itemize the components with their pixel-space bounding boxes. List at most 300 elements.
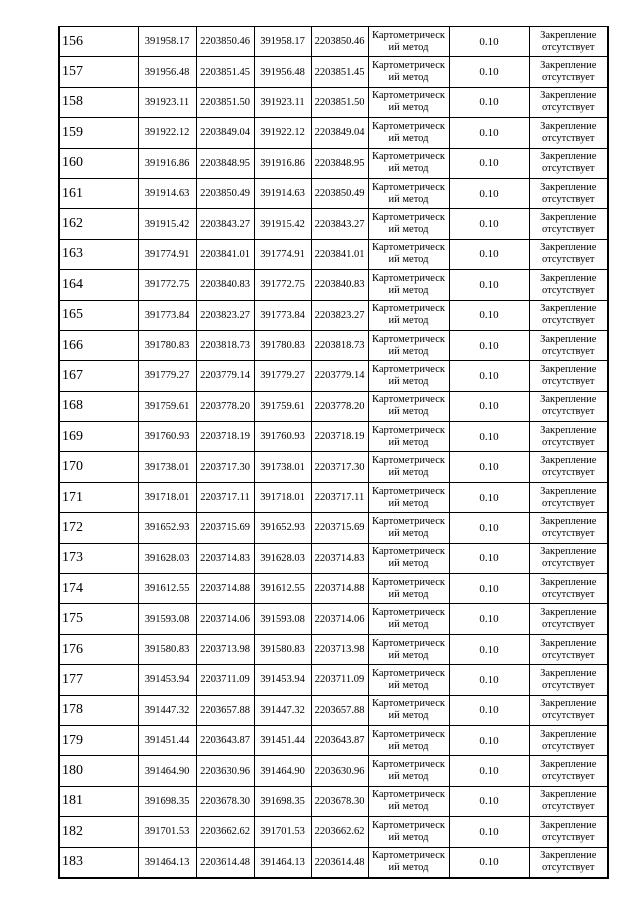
method-cell-line: Картометрическ bbox=[372, 850, 445, 862]
point-number: 180 bbox=[59, 756, 138, 786]
coord-x-new: 391772.75 bbox=[254, 270, 311, 300]
fixation-cell-line: отсутствует bbox=[541, 558, 595, 570]
coord-y-new: 2203840.83 bbox=[311, 270, 368, 300]
point-number: 166 bbox=[59, 330, 138, 360]
coord-x-new: 391451.44 bbox=[254, 725, 311, 755]
coord-y-new: 2203778.20 bbox=[311, 391, 368, 421]
method-cell-line: Картометрическ bbox=[372, 272, 445, 284]
method-cell-line: Картометрическ bbox=[372, 120, 445, 132]
coord-x-new: 391628.03 bbox=[254, 543, 311, 573]
coord-y-new: 2203714.83 bbox=[311, 543, 368, 573]
coord-x-existing: 391453.94 bbox=[138, 665, 196, 695]
coord-x-new: 391779.27 bbox=[254, 361, 311, 391]
fixation-cell bbox=[529, 695, 608, 725]
method-cell-line: ий метод bbox=[388, 254, 429, 266]
method-cell-line: Картометрическ bbox=[372, 242, 445, 254]
fixation-cell-line: отсутствует bbox=[541, 588, 595, 600]
coord-y-existing: 2203818.73 bbox=[196, 330, 254, 360]
coord-x-existing: 391464.13 bbox=[138, 847, 196, 878]
fixation-cell-line: отсутствует bbox=[541, 102, 595, 114]
coord-x-new: 391760.93 bbox=[254, 422, 311, 452]
method-cell-line: ий метод bbox=[388, 284, 429, 296]
coord-x-existing: 391447.32 bbox=[138, 695, 196, 725]
method-cell-line: Картометрическ bbox=[372, 363, 445, 375]
coord-y-existing: 2203614.48 bbox=[196, 847, 254, 878]
coord-x-existing: 391923.11 bbox=[138, 87, 196, 117]
precision-cell: 0.10 bbox=[449, 543, 529, 573]
coord-x-new: 391447.32 bbox=[254, 695, 311, 725]
table-row bbox=[59, 239, 608, 269]
method-cell-line: ий метод bbox=[388, 588, 429, 600]
coord-y-existing: 2203662.62 bbox=[196, 817, 254, 847]
precision-cell: 0.10 bbox=[449, 786, 529, 816]
method-cell bbox=[368, 361, 449, 391]
method-cell bbox=[368, 118, 449, 148]
fixation-cell-line: Закрепление bbox=[540, 759, 597, 771]
coord-x-existing: 391718.01 bbox=[138, 482, 196, 512]
method-cell-line: Картометрическ bbox=[372, 546, 445, 558]
method-cell-line: ий метод bbox=[388, 497, 429, 509]
fixation-cell-line: отсутствует bbox=[541, 254, 595, 266]
method-cell-line: Картометрическ bbox=[372, 90, 445, 102]
fixation-cell-line: Закрепление bbox=[540, 424, 597, 436]
fixation-cell-line: отсутствует bbox=[541, 284, 595, 296]
coord-y-new: 2203678.30 bbox=[311, 786, 368, 816]
method-cell bbox=[368, 543, 449, 573]
method-cell-line: Картометрическ bbox=[372, 667, 445, 679]
coord-x-new: 391580.83 bbox=[254, 634, 311, 664]
coord-x-new: 391916.86 bbox=[254, 148, 311, 178]
coord-x-new: 391923.11 bbox=[254, 87, 311, 117]
method-cell bbox=[368, 148, 449, 178]
method-cell-line: Картометрическ bbox=[372, 151, 445, 163]
table-row bbox=[59, 330, 608, 360]
precision-cell: 0.10 bbox=[449, 330, 529, 360]
point-number: 179 bbox=[59, 725, 138, 755]
method-cell-line: Картометрическ bbox=[372, 728, 445, 740]
fixation-cell-line: отсутствует bbox=[541, 345, 595, 357]
coord-y-existing: 2203657.88 bbox=[196, 695, 254, 725]
precision-cell: 0.10 bbox=[449, 634, 529, 664]
method-cell-line: Картометрическ bbox=[372, 394, 445, 406]
method-cell bbox=[368, 57, 449, 87]
method-cell bbox=[368, 695, 449, 725]
method-cell bbox=[368, 178, 449, 208]
coord-x-existing: 391956.48 bbox=[138, 57, 196, 87]
fixation-cell-line: отсутствует bbox=[541, 72, 595, 84]
method-cell-line: ий метод bbox=[388, 558, 429, 570]
fixation-cell-line: отсутствует bbox=[541, 224, 595, 236]
fixation-cell-line: Закрепление bbox=[540, 546, 597, 558]
precision-cell: 0.10 bbox=[449, 148, 529, 178]
fixation-cell bbox=[529, 178, 608, 208]
fixation-cell-line: Закрепление bbox=[540, 394, 597, 406]
method-cell bbox=[368, 270, 449, 300]
coord-y-existing: 2203851.45 bbox=[196, 57, 254, 87]
coord-y-existing: 2203630.96 bbox=[196, 756, 254, 786]
coord-y-new: 2203718.19 bbox=[311, 422, 368, 452]
coord-y-new: 2203713.98 bbox=[311, 634, 368, 664]
precision-cell: 0.10 bbox=[449, 665, 529, 695]
method-cell-line: Картометрическ bbox=[372, 789, 445, 801]
fixation-cell-line: отсутствует bbox=[541, 375, 595, 387]
fixation-cell-line: отсутствует bbox=[541, 193, 595, 205]
fixation-cell-line: отсутствует bbox=[541, 619, 595, 631]
fixation-cell-line: отсутствует bbox=[541, 710, 595, 722]
point-number: 156 bbox=[59, 27, 138, 57]
fixation-cell-line: отсутствует bbox=[541, 771, 595, 783]
precision-cell: 0.10 bbox=[449, 270, 529, 300]
method-cell-line: ий метод bbox=[388, 315, 429, 327]
coord-x-new: 391738.01 bbox=[254, 452, 311, 482]
fixation-cell bbox=[529, 452, 608, 482]
precision-cell: 0.10 bbox=[449, 756, 529, 786]
method-cell-line: Картометрическ bbox=[372, 181, 445, 193]
fixation-cell bbox=[529, 756, 608, 786]
coord-x-new: 391773.84 bbox=[254, 300, 311, 330]
coord-y-new: 2203850.46 bbox=[311, 27, 368, 57]
fixation-cell-line: Закрепление bbox=[540, 698, 597, 710]
fixation-cell-line: Закрепление bbox=[540, 242, 597, 254]
coord-x-existing: 391779.27 bbox=[138, 361, 196, 391]
method-cell-line: ий метод bbox=[388, 619, 429, 631]
fixation-cell-line: Закрепление bbox=[540, 789, 597, 801]
coord-y-new: 2203849.04 bbox=[311, 118, 368, 148]
table-row bbox=[59, 391, 608, 421]
fixation-cell bbox=[529, 148, 608, 178]
point-number: 158 bbox=[59, 87, 138, 117]
coord-y-new: 2203715.69 bbox=[311, 513, 368, 543]
coord-x-new: 391774.91 bbox=[254, 239, 311, 269]
method-cell-line: ий метод bbox=[388, 467, 429, 479]
fixation-cell-line: Закрепление bbox=[540, 455, 597, 467]
fixation-cell-line: отсутствует bbox=[541, 679, 595, 691]
method-cell bbox=[368, 300, 449, 330]
fixation-cell-line: отсутствует bbox=[541, 41, 595, 53]
point-number: 182 bbox=[59, 817, 138, 847]
fixation-cell bbox=[529, 27, 608, 57]
coord-x-new: 391718.01 bbox=[254, 482, 311, 512]
coord-y-new: 2203851.45 bbox=[311, 57, 368, 87]
table-row bbox=[59, 270, 608, 300]
fixation-cell bbox=[529, 209, 608, 239]
method-cell bbox=[368, 330, 449, 360]
coord-x-existing: 391612.55 bbox=[138, 574, 196, 604]
fixation-cell-line: отсутствует bbox=[541, 163, 595, 175]
method-cell-line: ий метод bbox=[388, 862, 429, 874]
coord-x-existing: 391780.83 bbox=[138, 330, 196, 360]
method-cell-line: ий метод bbox=[388, 527, 429, 539]
fixation-cell bbox=[529, 513, 608, 543]
method-cell-line: ий метод bbox=[388, 740, 429, 752]
fixation-cell bbox=[529, 665, 608, 695]
method-cell-line: ий метод bbox=[388, 41, 429, 53]
point-number: 178 bbox=[59, 695, 138, 725]
fixation-cell-line: Закрепление bbox=[540, 819, 597, 831]
coord-y-existing: 2203823.27 bbox=[196, 300, 254, 330]
coord-y-new: 2203714.88 bbox=[311, 574, 368, 604]
fixation-cell-line: Закрепление bbox=[540, 728, 597, 740]
table-row bbox=[59, 604, 608, 634]
precision-cell: 0.10 bbox=[449, 695, 529, 725]
coord-y-new: 2203643.87 bbox=[311, 725, 368, 755]
coord-x-new: 391464.13 bbox=[254, 847, 311, 878]
coord-x-new: 391956.48 bbox=[254, 57, 311, 87]
coord-x-new: 391915.42 bbox=[254, 209, 311, 239]
coord-y-new: 2203717.11 bbox=[311, 482, 368, 512]
fixation-cell-line: Закрепление bbox=[540, 515, 597, 527]
point-number: 162 bbox=[59, 209, 138, 239]
table-row bbox=[59, 665, 608, 695]
method-cell-line: Картометрическ bbox=[372, 29, 445, 41]
coord-y-new: 2203657.88 bbox=[311, 695, 368, 725]
table-row bbox=[59, 178, 608, 208]
method-cell-line: ий метод bbox=[388, 345, 429, 357]
point-number: 176 bbox=[59, 634, 138, 664]
coord-x-existing: 391738.01 bbox=[138, 452, 196, 482]
method-cell-line: ий метод bbox=[388, 375, 429, 387]
table-row bbox=[59, 27, 608, 57]
point-number: 183 bbox=[59, 847, 138, 878]
coord-y-existing: 2203717.30 bbox=[196, 452, 254, 482]
fixation-cell-line: Закрепление bbox=[540, 363, 597, 375]
method-cell bbox=[368, 209, 449, 239]
coord-x-existing: 391772.75 bbox=[138, 270, 196, 300]
coord-y-existing: 2203841.01 bbox=[196, 239, 254, 269]
method-cell-line: ий метод bbox=[388, 801, 429, 813]
fixation-cell bbox=[529, 543, 608, 573]
point-number: 167 bbox=[59, 361, 138, 391]
coord-x-existing: 391628.03 bbox=[138, 543, 196, 573]
fixation-cell bbox=[529, 847, 608, 878]
fixation-cell-line: Закрепление bbox=[540, 303, 597, 315]
coord-y-new: 2203841.01 bbox=[311, 239, 368, 269]
coord-x-existing: 391958.17 bbox=[138, 27, 196, 57]
coord-y-new: 2203779.14 bbox=[311, 361, 368, 391]
precision-cell: 0.10 bbox=[449, 422, 529, 452]
coord-y-new: 2203848.95 bbox=[311, 148, 368, 178]
coord-x-new: 391453.94 bbox=[254, 665, 311, 695]
fixation-cell-line: отсутствует bbox=[541, 801, 595, 813]
coord-y-existing: 2203714.88 bbox=[196, 574, 254, 604]
precision-cell: 0.10 bbox=[449, 178, 529, 208]
point-number: 170 bbox=[59, 452, 138, 482]
method-cell bbox=[368, 482, 449, 512]
fixation-cell-line: Закрепление bbox=[540, 212, 597, 224]
method-cell-line: ий метод bbox=[388, 679, 429, 691]
point-number: 174 bbox=[59, 574, 138, 604]
method-cell bbox=[368, 513, 449, 543]
coord-x-existing: 391773.84 bbox=[138, 300, 196, 330]
fixation-cell-line: Закрепление bbox=[540, 576, 597, 588]
coord-y-existing: 2203643.87 bbox=[196, 725, 254, 755]
method-cell bbox=[368, 725, 449, 755]
fixation-cell-line: Закрепление bbox=[540, 333, 597, 345]
coord-x-new: 391464.90 bbox=[254, 756, 311, 786]
table-row bbox=[59, 513, 608, 543]
fixation-cell bbox=[529, 482, 608, 512]
coord-y-existing: 2203778.20 bbox=[196, 391, 254, 421]
precision-cell: 0.10 bbox=[449, 57, 529, 87]
table-row bbox=[59, 574, 608, 604]
table-row bbox=[59, 756, 608, 786]
coord-y-existing: 2203843.27 bbox=[196, 209, 254, 239]
table-row bbox=[59, 725, 608, 755]
fixation-cell-line: Закрепление bbox=[540, 90, 597, 102]
fixation-cell-line: отсутствует bbox=[541, 862, 595, 874]
point-number: 159 bbox=[59, 118, 138, 148]
fixation-cell-line: отсутствует bbox=[541, 467, 595, 479]
method-cell-line: Картометрическ bbox=[372, 212, 445, 224]
coord-x-new: 391593.08 bbox=[254, 604, 311, 634]
coord-x-existing: 391593.08 bbox=[138, 604, 196, 634]
method-cell-line: ий метод bbox=[388, 72, 429, 84]
fixation-cell-line: Закрепление bbox=[540, 29, 597, 41]
table-row bbox=[59, 209, 608, 239]
fixation-cell-line: отсутствует bbox=[541, 497, 595, 509]
coord-x-new: 391958.17 bbox=[254, 27, 311, 57]
fixation-cell-line: Закрепление bbox=[540, 607, 597, 619]
precision-cell: 0.10 bbox=[449, 27, 529, 57]
coord-y-new: 2203662.62 bbox=[311, 817, 368, 847]
coord-y-existing: 2203840.83 bbox=[196, 270, 254, 300]
method-cell-line: Картометрическ bbox=[372, 333, 445, 345]
fixation-cell bbox=[529, 57, 608, 87]
fixation-cell-line: отсутствует bbox=[541, 406, 595, 418]
coord-y-new: 2203714.06 bbox=[311, 604, 368, 634]
fixation-cell-line: Закрепление bbox=[540, 637, 597, 649]
method-cell-line: ий метод bbox=[388, 224, 429, 236]
method-cell-line: Картометрическ bbox=[372, 424, 445, 436]
point-number: 169 bbox=[59, 422, 138, 452]
coord-x-new: 391780.83 bbox=[254, 330, 311, 360]
precision-cell: 0.10 bbox=[449, 847, 529, 878]
coord-x-existing: 391760.93 bbox=[138, 422, 196, 452]
fixation-cell bbox=[529, 604, 608, 634]
precision-cell: 0.10 bbox=[449, 574, 529, 604]
coord-y-existing: 2203715.69 bbox=[196, 513, 254, 543]
coord-y-existing: 2203717.11 bbox=[196, 482, 254, 512]
method-cell bbox=[368, 239, 449, 269]
coord-x-new: 391652.93 bbox=[254, 513, 311, 543]
fixation-cell-line: отсутствует bbox=[541, 436, 595, 448]
fixation-cell bbox=[529, 634, 608, 664]
precision-cell: 0.10 bbox=[449, 361, 529, 391]
fixation-cell bbox=[529, 574, 608, 604]
fixation-cell-line: отсутствует bbox=[541, 132, 595, 144]
fixation-cell-line: Закрепление bbox=[540, 272, 597, 284]
coord-y-existing: 2203711.09 bbox=[196, 665, 254, 695]
coord-y-new: 2203843.27 bbox=[311, 209, 368, 239]
precision-cell: 0.10 bbox=[449, 513, 529, 543]
method-cell bbox=[368, 27, 449, 57]
coord-x-existing: 391914.63 bbox=[138, 178, 196, 208]
coord-x-existing: 391652.93 bbox=[138, 513, 196, 543]
method-cell-line: ий метод bbox=[388, 163, 429, 175]
point-number: 165 bbox=[59, 300, 138, 330]
coord-x-new: 391612.55 bbox=[254, 574, 311, 604]
coord-y-new: 2203823.27 bbox=[311, 300, 368, 330]
coord-y-new: 2203818.73 bbox=[311, 330, 368, 360]
fixation-cell bbox=[529, 330, 608, 360]
coord-x-new: 391914.63 bbox=[254, 178, 311, 208]
fixation-cell-line: отсутствует bbox=[541, 527, 595, 539]
fixation-cell-line: отсутствует bbox=[541, 740, 595, 752]
point-number: 171 bbox=[59, 482, 138, 512]
coord-y-existing: 2203713.98 bbox=[196, 634, 254, 664]
fixation-cell bbox=[529, 87, 608, 117]
method-cell-line: ий метод bbox=[388, 771, 429, 783]
method-cell-line: Картометрическ bbox=[372, 819, 445, 831]
fixation-cell-line: Закрепление bbox=[540, 485, 597, 497]
coord-x-new: 391922.12 bbox=[254, 118, 311, 148]
method-cell bbox=[368, 422, 449, 452]
method-cell bbox=[368, 452, 449, 482]
fixation-cell-line: Закрепление bbox=[540, 850, 597, 862]
method-cell-line: Картометрическ bbox=[372, 303, 445, 315]
coordinates-table bbox=[58, 26, 609, 879]
coord-x-existing: 391580.83 bbox=[138, 634, 196, 664]
fixation-cell bbox=[529, 239, 608, 269]
table-row bbox=[59, 452, 608, 482]
fixation-cell-line: отсутствует bbox=[541, 649, 595, 661]
table-row bbox=[59, 543, 608, 573]
fixation-cell bbox=[529, 817, 608, 847]
method-cell-line: Картометрическ bbox=[372, 759, 445, 771]
point-number: 172 bbox=[59, 513, 138, 543]
coord-y-existing: 2203850.46 bbox=[196, 27, 254, 57]
table-row bbox=[59, 148, 608, 178]
method-cell-line: ий метод bbox=[388, 710, 429, 722]
method-cell bbox=[368, 847, 449, 878]
coord-y-new: 2203717.30 bbox=[311, 452, 368, 482]
method-cell bbox=[368, 87, 449, 117]
precision-cell: 0.10 bbox=[449, 300, 529, 330]
method-cell bbox=[368, 786, 449, 816]
table-row bbox=[59, 847, 608, 878]
fixation-cell bbox=[529, 422, 608, 452]
coord-y-existing: 2203779.14 bbox=[196, 361, 254, 391]
method-cell-line: Картометрическ bbox=[372, 485, 445, 497]
coord-y-existing: 2203718.19 bbox=[196, 422, 254, 452]
fixation-cell bbox=[529, 725, 608, 755]
point-number: 181 bbox=[59, 786, 138, 816]
coord-y-existing: 2203850.49 bbox=[196, 178, 254, 208]
method-cell-line: ий метод bbox=[388, 436, 429, 448]
method-cell-line: ий метод bbox=[388, 132, 429, 144]
coord-y-new: 2203630.96 bbox=[311, 756, 368, 786]
point-number: 157 bbox=[59, 57, 138, 87]
method-cell bbox=[368, 817, 449, 847]
coord-x-existing: 391915.42 bbox=[138, 209, 196, 239]
precision-cell: 0.10 bbox=[449, 87, 529, 117]
fixation-cell bbox=[529, 118, 608, 148]
method-cell-line: Картометрическ bbox=[372, 698, 445, 710]
coord-y-existing: 2203714.83 bbox=[196, 543, 254, 573]
table-row bbox=[59, 786, 608, 816]
method-cell-line: ий метод bbox=[388, 193, 429, 205]
method-cell-line: Картометрическ bbox=[372, 576, 445, 588]
method-cell bbox=[368, 574, 449, 604]
fixation-cell-line: Закрепление bbox=[540, 151, 597, 163]
coord-y-new: 2203851.50 bbox=[311, 87, 368, 117]
point-number: 177 bbox=[59, 665, 138, 695]
table-row bbox=[59, 817, 608, 847]
coord-x-existing: 391701.53 bbox=[138, 817, 196, 847]
coord-x-existing: 391774.91 bbox=[138, 239, 196, 269]
table-row bbox=[59, 57, 608, 87]
coord-y-existing: 2203849.04 bbox=[196, 118, 254, 148]
